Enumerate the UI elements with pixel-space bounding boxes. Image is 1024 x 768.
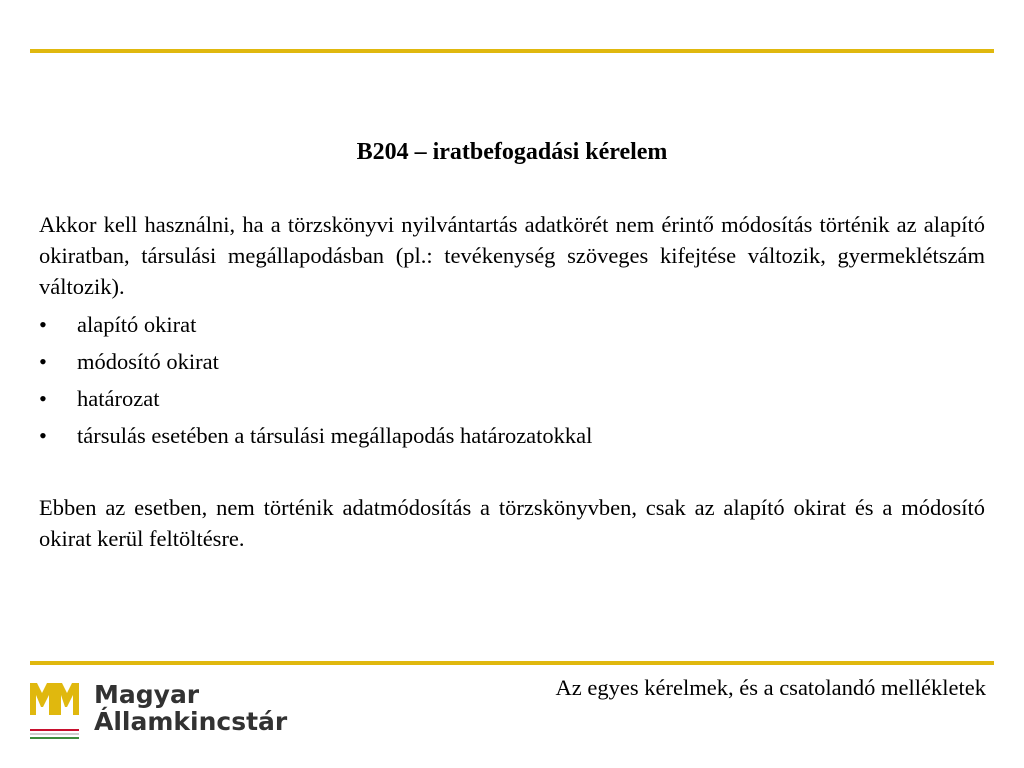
- bottom-rule: [30, 661, 994, 665]
- list-item: [39, 309, 985, 346]
- bullet-icon: •: [39, 386, 47, 411]
- footer-caption: Az egyes kérelmek, és a csatolandó mellékletek: [555, 675, 986, 700]
- treasury-logo: [30, 681, 290, 743]
- list-item-text: határozat: [77, 386, 160, 411]
- list-item-text: társulás esetében a társulási megállapodás határozatokkal: [77, 423, 593, 448]
- outro-paragraph: Ebben az esetben, nem történik adatmódosítás a törzskönyvben, csak az alapító okirat és a módosító okirat kerül feltöltésre.: [39, 495, 985, 551]
- logo-text: [94, 681, 287, 735]
- top-rule: [30, 49, 994, 53]
- list-item: [39, 383, 985, 420]
- slide-title: B204 – iratbefogadási kérelem: [356, 139, 668, 165]
- list-item-text: módosító okirat: [77, 349, 219, 374]
- logo-line-2: Államkincstár: [94, 707, 288, 736]
- document-list: [39, 309, 985, 457]
- intro-paragraph: Akkor kell használni, ha a törzskönyvi nyilvántartás adatkörét nem érintő módosítás történik az alapító okiratban, társulási megállapodásban (pl.: tevékenység szöveges kifejtése változik, gyermeklétszám változik).: [39, 212, 985, 299]
- bullet-icon: •: [39, 312, 47, 337]
- list-item-text: alapító okirat: [77, 312, 197, 337]
- crown-m-icon: [30, 681, 80, 743]
- list-item: [39, 346, 985, 383]
- list-item: [39, 420, 985, 457]
- logo-line-1: Magyar: [94, 680, 200, 709]
- bullet-icon: •: [39, 423, 47, 448]
- bullet-icon: •: [39, 349, 47, 374]
